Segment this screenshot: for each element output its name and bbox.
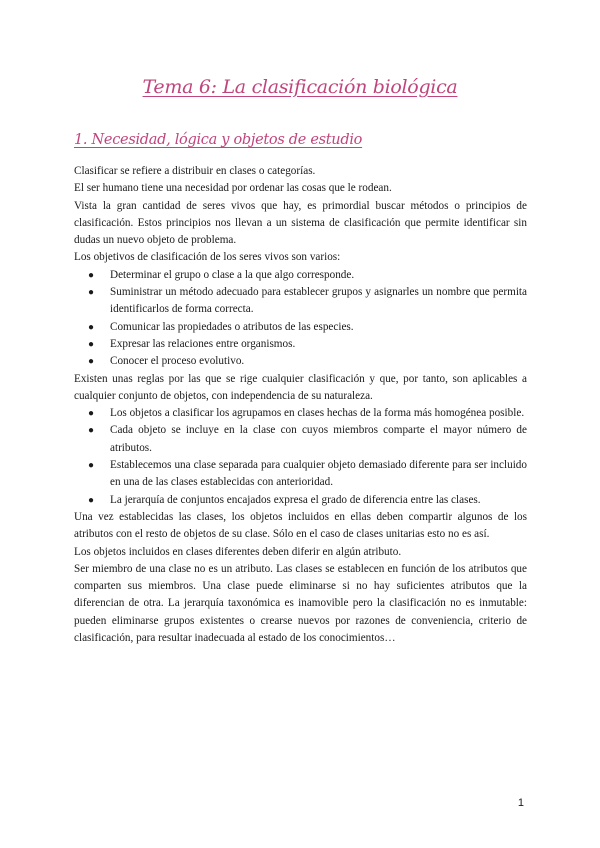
paragraph: Los objetos incluidos en clases diferentes deben diferir en algún atributo.	[74, 545, 402, 558]
list-item: ● Comunicar las propiedades o atributos de las especies.	[74, 319, 527, 336]
document-body	[74, 163, 527, 647]
paragraph: El ser humano tiene una necesidad por ordenar las cosas que le rodean.	[74, 182, 392, 195]
bullet-icon: ●	[88, 425, 95, 437]
page-title: Tema 6: La clasificación biológica	[142, 76, 458, 98]
list-item: ● Suministrar un método adecuado para establecer grupos y asignarles un nombre que permita identificarlos de forma correcta.	[88, 286, 527, 316]
list-item: ● Cada objeto se incluye en la clase con cuyos miembros comparte el mayor número de atributos.	[88, 424, 527, 454]
list-item: ● Conocer el proceso evolutivo.	[74, 353, 527, 370]
paragraph: Ser miembro de una clase no es un atributo. Las clases se establecen en función de los atributos que comparten sus miembros. Una clase puede eliminarse si no hay suficientes atributos que la diferencian de otra. La jerarquía taxonómica es inamovible pero la clasificación no es inmutable: pueden eliminarse grupos existentes o crearse nuevos por razones de conveniencia, criterio de clasificación, para resultar inadecuada al estado de los conocimientos…	[74, 562, 527, 645]
paragraph: Vista la gran cantidad de seres vivos que hay, es primordial buscar métodos o principios de clasificación. Estos principios nos llevan a un sistema de clasificación que permite identificar sin dudas un nuevo objeto de problema.	[74, 199, 527, 247]
paragraph: Los objetivos de clasificación de los seres vivos son varios:	[74, 251, 341, 264]
section-heading: 1. Necesidad, lógica y objetos de estudio	[74, 132, 363, 148]
page-number: 1	[517, 797, 524, 809]
list-item: ● Los objetos a clasificar los agrupamos en clases hechas de la forma más homogénea posible.	[74, 405, 527, 422]
list-item: ● Expresar las relaciones entre organismos.	[74, 336, 527, 353]
paragraph: Clasificar se refiere a distribuir en clases o categorías.	[74, 165, 316, 177]
objectives-list	[74, 267, 527, 371]
rules-list	[74, 405, 527, 509]
bullet-icon: ●	[88, 460, 95, 472]
bullet-icon: ●	[88, 269, 95, 281]
list-item: ● La jerarquía de conjuntos encajados expresa el grado de diferencia entre las clases.	[74, 492, 527, 509]
bullet-icon: ●	[88, 494, 95, 506]
paragraph: Una vez establecidas las clases, los objetos incluidos en ellas deben compartir algunos de los atributos con el resto de objetos de su clase. Sólo en el caso de clases unitarias esto no es así.	[74, 510, 527, 541]
bullet-icon: ●	[88, 408, 95, 420]
list-item: ● Establecemos una clase separada para cualquier objeto demasiado diferente para ser incluido en una de las clases establecidas con anterioridad.	[88, 459, 527, 489]
bullet-icon: ●	[88, 338, 95, 350]
bullet-icon: ●	[88, 321, 95, 333]
bullet-icon: ●	[88, 287, 95, 299]
list-item: ● Determinar el grupo o clase a la que algo corresponde.	[74, 267, 527, 284]
paragraph: Existen unas reglas por las que se rige cualquier clasificación y que, por tanto, son aplicables a cualquier conjunto de objetos, con independencia de su naturaleza.	[74, 372, 527, 402]
bullet-icon: ●	[88, 356, 95, 368]
